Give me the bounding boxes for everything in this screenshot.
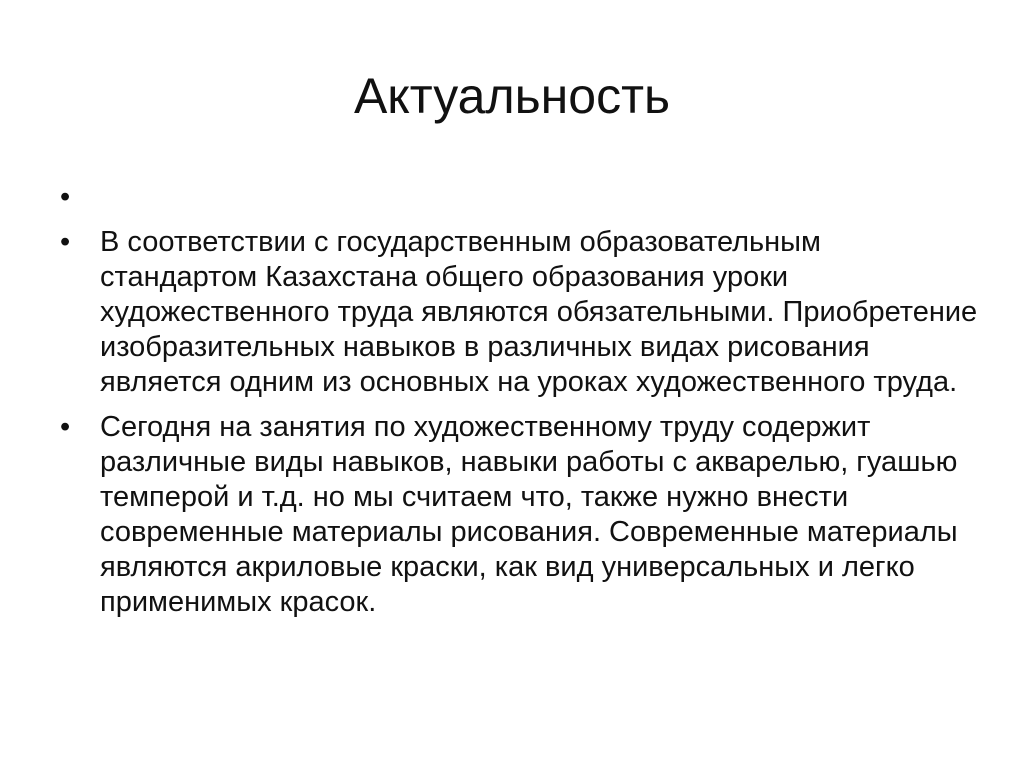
bullet-item (56, 180, 986, 215)
bullet-item (56, 410, 986, 620)
bullet-dot-icon: • (60, 226, 71, 258)
bullet-text: В соответствии с государственным образовательным стандартом Казахстана общего образования уроки художественного труда являются обязательными. Приобретение изобразительных навыков в различных видах рисования является одним из основных на уроках художественного труда. (100, 226, 978, 398)
bullet-dot-icon: • (60, 181, 71, 213)
bullet-text: Сегодня на занятия по художественному труду содержит различные виды навыков, навыки работы с акварелью, гуашью темперой и т.д. но мы считаем что, также нужно внести современные материалы рисования. Современные материалы являются акриловые краски, как вид универсальных и легко применимых красок. (100, 411, 958, 618)
bullet-list (56, 180, 986, 630)
bullet-item (56, 225, 986, 400)
slide-title: Актуальность (353, 68, 671, 124)
bullet-dot-icon: • (60, 411, 71, 443)
